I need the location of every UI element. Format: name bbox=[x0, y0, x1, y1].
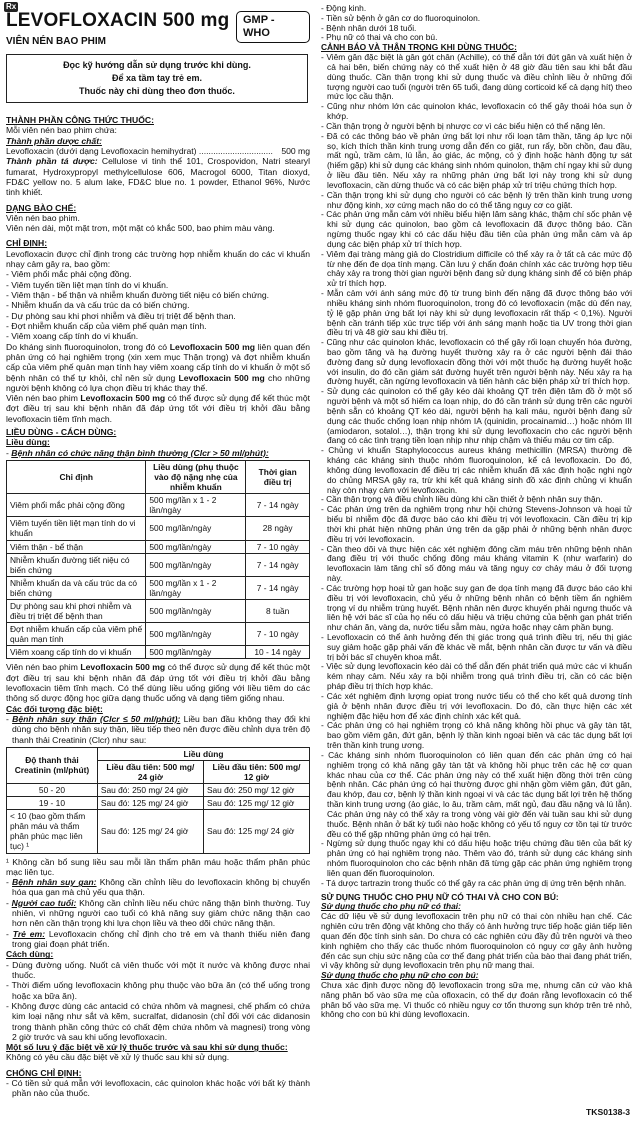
table-row: Nhiễm khuẩn đường tiết niệu có biến chứng 500 mg/lần/ngày 7 - 14 ngày bbox=[7, 553, 310, 576]
notice-line: Thuốc này chỉ dùng theo đơn thuốc. bbox=[79, 86, 235, 97]
renal-footnote: ¹ Không cần bổ sung liều sau mỗi lần thẩm phân máu hoặc thẩm phân phúc mạc liên tục. bbox=[6, 856, 310, 877]
table-header-row bbox=[7, 461, 310, 494]
special-heading: Các đối tượng đặc biệt: bbox=[6, 703, 103, 714]
warning-item: - Các trường hợp hoại tử gan hoặc suy gan đe dọa tính mạng đã được báo cáo khi điều trị với levofloxacin, chủ yếu ở những bệnh nhân có bệnh tiềm ẩn nghiêm trọng ví dụ nhiễm trùng huyết. Bệnh nhân nên được khuyến phải ngưng thuốc và liên hệ với bác sĩ của họ nếu có dấu hiệu và triệu chứng của bệnh gan phát triển như chán ăn, vàng da, nước tiểu sẫm màu, ngứa hoặc nhạy cảm phần bụng. bbox=[321, 582, 632, 633]
list-item: - Viêm thận - bể thận và nhiễm khuẩn đường tiết niệu có biến chứng. bbox=[6, 290, 270, 300]
table-header: Liều dùng (phụ thuộc vào độ nặng nhẹ của nhiễm khuẩn bbox=[146, 461, 246, 494]
warning-item: - Tá dược tartrazin trong thuốc có thể gây ra các phản ứng dị ứng trên bệnh nhân. bbox=[321, 877, 627, 888]
indications-heading: CHỈ ĐỊNH: bbox=[6, 238, 48, 249]
warnings-list bbox=[321, 53, 632, 888]
warnings-heading: CẢNH BÁO VÀ THẬN TRỌNG KHI DÙNG THUỐC: bbox=[321, 42, 517, 53]
lactation-label: Sử dụng thuốc cho phụ nữ cho con bú: bbox=[321, 970, 479, 981]
warning-item: - Viêm đại tràng màng giả do Clostridium difficile có thể xảy ra ở tất cả các mức độ từ nhẹ đến đe dọa tính mạng. Cần lưu ý chẩn đoán chính xác các trường hợp tiêu chảy xảy ra trong thời gian người bệnh đang sử dụng kháng sinh để có biện pháp xử trí thích hợp. bbox=[321, 248, 632, 289]
table-header: Liều đầu tiên: 500 mg/ 12 giờ bbox=[203, 760, 309, 783]
dosage-form-line: Viên nén bao phim. bbox=[6, 212, 80, 223]
warning-item: - Cần thận trọng và điều chỉnh liều dùng khi cần thiết ở bệnh nhân suy thận. bbox=[321, 494, 603, 505]
table-row: 19 - 10 Sau đó: 125 mg/ 24 giờ Sau đó: 125 mg/ 12 giờ bbox=[7, 797, 310, 810]
list-item: - Bệnh nhân dưới 18 tuổi. bbox=[321, 22, 417, 33]
dosage-form-heading: DẠNG BÀO CHẾ: bbox=[6, 202, 77, 213]
table-row: Đợt nhiễm khuẩn cấp của viêm phế quản mạn tính 500 mg/lần/ngày 7 - 10 ngày bbox=[7, 623, 310, 646]
table-header: Độ thanh thải Creatinin (ml/phút) bbox=[7, 747, 98, 783]
list-item: - Dùng đường uống. Nuốt cả viên thuốc với một ít nước và không được nhai thuốc. bbox=[6, 959, 311, 980]
list-item: - Thời điểm uống levofloxacin không phụ thuộc vào bữa ăn (có thể uống trong hoặc xa bữa ăn). bbox=[6, 980, 310, 1001]
table-row: Viêm thận - bể thận 500 mg/lần/ngày 7 - 10 ngày bbox=[7, 540, 310, 553]
warning-item: - Đã có các thông báo về phản ứng bất lợi như rối loạn tâm thần, tăng áp lực nội sọ, kích thích thần kinh trung ương dẫn đến co giật, run rẩy, bồn chồn, đau đầu, mất ngủ, trầm cảm, lú lẫn, ảo giác, ác mộng, có ý định hoặc hành động tự sát (hiếm gặp) khi sử dụng các kháng sinh nhóm quinolon, thậm chí ngay khi sử dụng ở liều đầu tiên. Nếu xảy ra những phản ứng bất lợi này trong khi sử dụng levofloxacin, cần dừng thuốc và có các biện pháp xử trí triệu chứng thích hợp. bbox=[321, 130, 632, 190]
warning-item: - Các kháng sinh nhóm fluoroquinolon có liên quan đến các phản ứng có hại nghiêm trọng có khả năng gây tàn tật và không hồi phục trên các hệ cơ quan khác nhau của cơ thể. Các phản ứng này có thể xuất hiện đồng thời trên cùng bệnh nhân. Các phản ứng có hại thường được ghi nhận gồm viêm gân, đứt gân, đau khớp, đau cơ, bệnh lý thần kinh ngoại vi và các tác dụng bất lợi trên hệ thống thần kinh trung ương (ảo giác, lo âu, trầm cảm, mất ngủ, đau đầu nặng và lú lẫn). Các phản ứng này có thể xảy ra trong vòng vài giờ đến vài tuần sau khi sử dụng thuốc. Bệnh nhân ở bất kỳ tuổi nào hoặc không có yếu tố nguy cơ tồn tại từ trước đều có thể gặp những phản ứng có hại trên. bbox=[321, 749, 632, 839]
pregnancy-text: Các dữ liệu về sử dụng levofloxacin trên phụ nữ có thai còn nhiều hạn chế. Các nghiên cứu trên động vật không cho thấy có ảnh hưởng trực tiếp hoặc gián tiếp liên quan đến độc tính sinh sản. Do chưa có các nghiên cứu đầy đủ trên người và theo kinh nghiệm cho thấy các thuốc nhóm fluoroquinolon có nguy cơ gây ảnh hưởng đến các sụn chịu sức nặng của cơ thể đang phát triển của bào thai đang phát triển, vì vậy không sử dụng levofloxacin trên phụ nữ mang thai. bbox=[321, 911, 632, 971]
contraindications-heading: CHỐNG CHỈ ĐỊNH: bbox=[6, 1067, 82, 1078]
renal-dosing: - Bệnh nhân suy thận (Clcr ≤ 50 ml/phút): Liều ban đầu không thay đổi khi dùng cho bệnh nhân suy thận, liều tiếp theo nên được điều chỉnh dựa trên độ thanh thải Creatinin (Clcr) như sau: bbox=[6, 713, 311, 745]
list-item: - Phụ nữ có thai và cho con bú. bbox=[321, 32, 438, 43]
indications-note: Do kháng sinh fluoroquinolon, trong đó có Levofloxacin 500 mg liên quan đến phản ứng có hại nghiêm trọng (xin xem mục Thận trọng) và đợt nhiễm khuẩn cấp của viêm phế quản mạn tính hay viêm xoang cấp tính do vi khuẩn ở một số bệnh nhân có thể tự khỏi, chỉ nên sử dụng Levofloxacin 500 mg cho những người bệnh không có lựa chọn điều trị khác thay thế. bbox=[6, 341, 310, 393]
warning-item: - Cần theo dõi và thực hiện các xét nghiệm đông cầm máu trên những bệnh nhân đang điều trị với thuốc chống đông máu kháng vitamin K (như warfarin) do levofloxacin làm tăng chỉ số đông máu và tăng nguy cơ chảy máu ở đối tượng này. bbox=[321, 543, 632, 584]
document-code: TKS0138-3 bbox=[586, 1106, 630, 1117]
table-row: Viêm tuyến tiền liệt mạn tính do vi khuẩn 500 mg/lần/ngày 28 ngày bbox=[7, 517, 310, 540]
list-item: - Không được dùng các antacid có chứa nhôm và magnesi, chế phẩm có chứa kim loại nặng như sắt và kẽm, sucralfat, didanosin (chỉ đối với các didanosin trong thành phần công thức có chất đệm chứa nhôm và magnesi) trong vòng 2 giờ trước và sau khi uống levofloxacin. bbox=[6, 1000, 310, 1042]
list-item: - Có tiền sử quá mẫn với levofloxacin, các quinolon khác hoặc với bất kỳ thành phần nào của thuốc. bbox=[6, 1078, 310, 1099]
indications-note: Viên nén bao phim Levofloxacin 500 mg có thể được sử dụng để kết thúc một đợt điều trị sau khi bệnh nhân đã đáp ứng tốt với điều trị khởi đầu bằng levofloxacin tiêm tĩnh mạch. bbox=[6, 393, 310, 424]
pregnancy-label: Sử dụng thuốc cho phụ nữ có thai: bbox=[321, 901, 461, 912]
warning-item: - Các xét nghiệm định lượng opiat trong nước tiểu có thể cho kết quả dương tính giả ở bệnh nhân được điều trị với levofloxacin. Do đó, cần thực hiện các xét nghiệm đặc hiệu hơn để xác định chính xác kết quả. bbox=[321, 690, 633, 721]
table-header: Chỉ định bbox=[7, 461, 146, 494]
warning-item: - Ngừng sử dụng thuốc ngay khi có dấu hiệu hoặc triệu chứng đầu tiên của bất kỳ phản ứng có hại nghiêm trọng nào. Thêm vào đó, tránh sử dụng các kháng sinh nhóm fluoroquinolon cho các bệnh nhân đã từng gặp các phản ứng nghiêm trọng liên quan đến fluoroquinolon. bbox=[321, 838, 632, 878]
rx-badge: Rx bbox=[6, 2, 17, 11]
indications-intro: Levofloxacin được chỉ định trong các trường hợp nhiễm khuẩn do các vi khuẩn nhạy cảm gây ra, bao gồm: bbox=[6, 248, 310, 270]
table-row: Viêm phổi mắc phải cộng đồng 500 mg/lần x 1 - 2 lần/ngày 7 - 14 ngày bbox=[7, 494, 310, 517]
warning-item: - Mẫn cảm với ánh sáng mức độ từ trung bình đến nặng đã được thông báo với nhiều kháng sinh nhóm fluoroquinolon, trong đó có levofloxacin (mặc dù đến nay, tỷ lệ gặp phản ứng bất lợi này khi sử dụng levofloxacin rất thấp < 0,1%). Người bệnh cần tránh tiếp xúc trực tiếp với ánh sáng mạnh hoặc tia UV trong thời gian điều trị và 48 giờ sau khi điều trị. bbox=[321, 288, 632, 338]
handling-heading: Một số lưu ý đặc biệt về xử lý thuốc trước và sau khi sử dụng thuốc: bbox=[6, 1042, 288, 1053]
table-header: Liều đầu tiên: 500 mg/ 24 giờ bbox=[97, 760, 203, 783]
dosage-table bbox=[6, 460, 310, 659]
list-item: - Viêm xoang cấp tính do vi khuẩn. bbox=[6, 331, 139, 342]
table-header: Liều dùng bbox=[97, 747, 309, 760]
table-header-row bbox=[7, 747, 310, 760]
list-item: - Tiền sử bệnh ở gân cơ do fluoroquinolon. bbox=[321, 12, 481, 23]
gmp-badge: GMP - WHO bbox=[236, 11, 310, 43]
active-amount: 500 mg bbox=[281, 145, 310, 156]
table-row: Dự phòng sau khi phơi nhiễm và điều trị triệt để bệnh than 500 mg/lần/ngày 8 tuần bbox=[7, 599, 310, 622]
table-row: Nhiễm khuẩn da và cấu trúc da có biến chứng 500 mg/lần x 1 - 2 lần/ngày 7 - 14 ngày bbox=[7, 576, 310, 599]
elderly-dosing: - Người cao tuổi: Không cần chỉnh liều nếu chức năng thận bình thường. Tuy nhiên, vì những người cao tuổi có khả năng suy giảm chức năng thận cao hơn nên cần thận trọng khi lựa chọn liều và theo dõi chức năng thận. bbox=[6, 897, 311, 929]
warning-item: - Viêm gân đặc biệt là gân gót chân (Achille), có thể dẫn tới đứt gân và xuất hiện ở cả hai bên, biến chứng này có thể xuất hiện ở 48 giờ đầu tiên sau khi bắt đầu dùng thuốc. Cần thận trọng khi sử dụng thuốc và điều chỉnh liều ở những đối tượng người cao tuổi (người trên 65 tuổi, đang dùng corticoid kể cả dạng hít) theo mức lọc cầu thận. bbox=[321, 52, 632, 102]
warning-item: - Cũng như nhóm lớn các quinolon khác, levofloxacin có thể gây thoái hóa sụn ở khớp. bbox=[321, 101, 632, 122]
notice-line: Để xa tầm tay trẻ em. bbox=[111, 73, 203, 84]
admin-heading: Cách dùng: bbox=[6, 949, 54, 960]
excipients bbox=[6, 156, 310, 197]
excipient-label: Thành phần tá dược: bbox=[6, 156, 98, 167]
dosage-after-table: Viên nén bao phim Levofloxacin 500 mg có thể được sử dụng để kết thúc một đợt điều trị sau khi bệnh nhân đã đáp ứng tốt với điều trị khởi đầu bằng levofloxacin tiêm tĩnh mạch. Có thể dùng liều uống giống với liều tiêm do các thông số dược động học giữa dạng thuốc uống và dạng tiêm giống nhau. bbox=[6, 662, 310, 704]
warning-item: - Cần thận trọng khi sử dụng cho người có các bệnh lý trên thần kinh trung ương như động kinh, xơ cứng mạch não do có thể tăng nguy cơ co giật. bbox=[321, 189, 632, 210]
normal-renal-label: - Bệnh nhân có chức năng thận bình thường (Clcr > 50 ml/phút): bbox=[6, 447, 269, 458]
list-item: - Động kinh. bbox=[321, 3, 367, 13]
lactation-text: Chưa xác định được nồng độ levofloxacin trong sữa mẹ, nhưng căn cứ vào khả năng phân bố vào sữa mẹ của ofloxacin, có thể dự đoán rằng levofloxacin có thể phân bố vào sữa mẹ. Vì thuốc có nhiều nguy cơ tổn thương sụn khớp trên trẻ nhỏ, không cho con bú khi dùng levofloxacin. bbox=[321, 979, 632, 1020]
left-body bbox=[6, 110, 310, 1099]
list-item: - Đợt nhiễm khuẩn cấp của viêm phế quản mạn tính. bbox=[6, 320, 207, 331]
warning-item: - Cần thận trọng ở người bệnh bị nhược cơ vì các biểu hiện có thể nặng lên. bbox=[321, 120, 606, 131]
children-dosing: - Trẻ em: Levofloxacin chống chỉ định cho trẻ em và thanh thiếu niên đang trong giai đoạn phát triển. bbox=[6, 928, 311, 950]
product-title: LEVOFLOXACIN 500 mg bbox=[6, 10, 230, 31]
warning-item: - Chủng vi khuẩn Staphylococcus aureus kháng methicillin (MRSA) thường đề kháng các kháng sinh thuộc nhóm fluoroquinolon, kể cả levofloxacin. Do đó, không dùng levofloxacin để điều trị các nhiễm khuẩn đã xác định hoặc nghi ngờ do chủng MRSA gây ra, trừ khi kết quả kháng sinh đồ xác định chủng vi khuẩn này còn nhạy cảm với levofloxacin. bbox=[321, 445, 633, 495]
dosage-sub: Liều dùng: bbox=[6, 437, 50, 448]
list-item: - Viêm tuyến tiền liệt mạn tính do vi khuẩn. bbox=[6, 279, 169, 290]
handling-text: Không có yêu cầu đặc biệt về xử lý thuốc sau khi sử dụng. bbox=[6, 1052, 230, 1063]
warning-item: - Việc sử dụng levofloxacin kéo dài có thể dẫn đến phát triển quá mức các vi khuẩn kém nhạy cảm. Nếu xảy ra bội nhiễm trong quá trình điều trị, cần có các biện pháp điều trị thích hợp khác. bbox=[321, 661, 632, 692]
dosage-form-line: Viên nén dài, một mặt trơn, một mặt có khắc 500, bao phim màu vàng. bbox=[6, 223, 275, 234]
warning-item: - Các phản ứng trên da nghiêm trọng như hội chứng Stevens-Johnson và hoại tử biểu bì nhiễm độc đã được báo cáo khi điều trị với levofloxacin. Cần điều trị kịp thời khi phát hiện những phản ứng trên da gặp phải ở những bệnh nhân được điều trị với levofloxacin. bbox=[321, 504, 632, 544]
composition-intro: Mỗi viên nén bao phim chứa: bbox=[6, 125, 117, 136]
table-row: 50 - 20 Sau đó: 250 mg/ 24 giờ Sau đó: 250 mg/ 12 giờ bbox=[7, 784, 310, 797]
table-header: Thời gian điều trị bbox=[246, 461, 310, 494]
composition-heading: THÀNH PHẦN CÔNG THỨC THUỐC: bbox=[6, 115, 154, 125]
pregnancy-heading: SỬ DỤNG THUỐC CHO PHỤ NỮ CÓ THAI VÀ CHO CON BÚ: bbox=[321, 891, 559, 902]
table-row: < 10 (bao gồm thẩm phân máu và thẩm phân phúc mạc liên tục) ¹ Sau đó: 125 mg/ 24 giờ Sau đó: 125 mg/ 24 giờ bbox=[7, 810, 310, 853]
warning-item: - Cũng như các quinolon khác, levofloxacin có thể gây rối loạn chuyển hóa đường, bao gồm tăng và hạ đường huyết thường xảy ra ở các người bệnh đái tháo đường đang sử dụng levofloxacin đồng thời với một thuốc hạ đường huyết hoặc với insulin, do đó cần giám sát đường huyết trên người bệnh này. Nếu xảy ra hạ đường huyết, cần ngừng levofloxacin và tiến hành các biện pháp xử trí thích hợp. bbox=[321, 337, 632, 387]
product-subtitle: VIÊN NÉN BAO PHIM bbox=[6, 36, 107, 47]
notice-line: Đọc kỹ hướng dẫn sử dụng trước khi dùng. bbox=[63, 60, 251, 70]
hepatic-dosing: - Bệnh nhân suy gan: Không cần chỉnh liều do levofloxacin không bị chuyển hóa qua gan mà chủ yếu qua thận. bbox=[6, 877, 310, 898]
list-item: - Viêm phổi mắc phải cộng đồng. bbox=[6, 269, 132, 280]
list-item: - Nhiễm khuẩn da và cấu trúc da có biến chứng. bbox=[6, 300, 190, 311]
active-label: Thành phần dược chất: bbox=[6, 135, 102, 146]
table-row: Viêm xoang cấp tính do vi khuẩn 500 mg/lần/ngày 10 - 14 ngày bbox=[7, 646, 310, 659]
warning-item: - Các phản ứng mẫn cảm với nhiều biểu hiện lâm sàng khác, thậm chí sốc phản vệ khi sử dụng các quinolon, bao gồm cả levofloxacin đã được thông báo. Cần ngừng thuốc ngay khi có các dấu hiệu đầu tiên của phản ứng mẫn cảm và áp dụng các biện pháp xử trí thích hợp. bbox=[321, 209, 632, 249]
active-ingredient bbox=[6, 146, 310, 156]
excipient-text: Cellulose vi tinh thể 101, Crospovidon, Natri stearyl fumarat, Hydroxypropyl methylcellulose 606, Macrogol 6000, Titan dioxyd, FD&C yellow no. 5 alum lake, FD&C blue no. 1 powder, Ethanol 96%, Nước tinh khiết. bbox=[6, 156, 311, 198]
warning-item: - Levofloxacin có thể ảnh hưởng đến thị giác trong quá trình điều trị, nếu thị giác suy giảm hoặc gặp phải vấn đề khác về mắt, bệnh nhân cần được tư vấn và điều trị bởi bác sĩ chuyên khoa mắt. bbox=[321, 632, 632, 662]
active-name: Levofloxacin (dưới dạng Levofloxacin hemihydrat) ............................... bbox=[6, 145, 273, 156]
list-item: - Dự phòng sau khi phơi nhiễm và điều trị triệt để bệnh than. bbox=[6, 310, 236, 321]
notice-box bbox=[6, 54, 308, 103]
right-column bbox=[321, 4, 632, 1020]
warning-item: - Sử dụng các quinolon có thể gây kéo dài khoảng QT trên điện tâm đồ ở một số người bệnh và một số hiếm ca loạn nhịp, do đó cần tránh sử dụng trên các người bệnh sẵn có khoảng QT kéo dài, người bệnh hạ kali máu, người bệnh đang sử dụng các thuốc chống loạn nhịp nhóm IA (quinidin, procainamid…) hoặc nhóm III (amiodaron, sotalol…), thận trọng khi sử dụng levofloxacin cho các người bệnh đang có các tình trạng tiền loạn nhịp như nhịp chậm và thiếu máu cơ tim cấp. bbox=[321, 386, 633, 446]
warning-item: - Các phản ứng có hại nghiêm trọng có khả năng không hồi phục và gây tàn tật, bao gồm viêm gân, đứt gân, bệnh lý thần kinh ngoại biên và các tác dụng bất lợi trên thần kinh trung ương. bbox=[321, 720, 632, 751]
renal-table bbox=[6, 747, 310, 854]
dosage-heading: LIỀU DÙNG - CÁCH DÙNG: bbox=[6, 427, 117, 438]
